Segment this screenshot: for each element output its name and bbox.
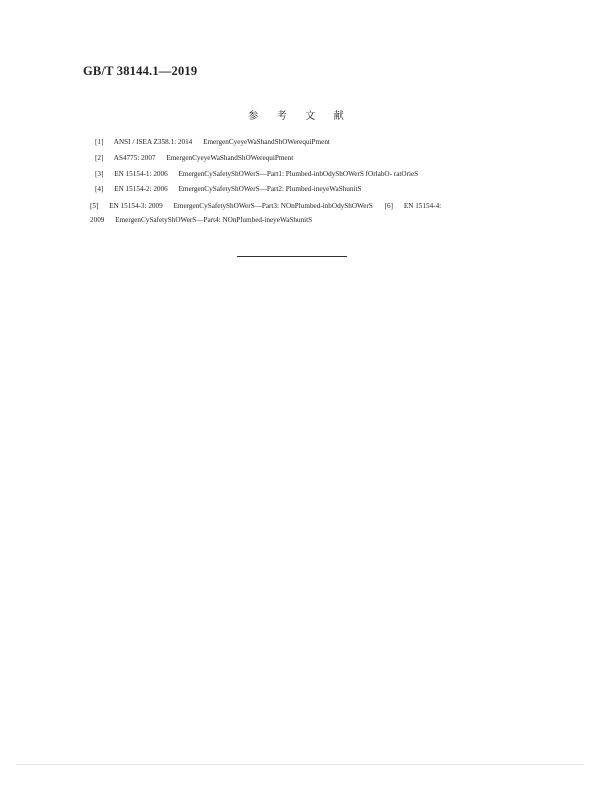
reference-title: EmergenCyeyeWaShandShOWerequiPment [166,154,294,162]
reference-code: EN 15154-1: 2006 [114,170,168,178]
reference-code: EN 15154-3: 2009 [109,202,163,210]
reference-title: EmergenCySafetyShOWerS—Part3: NOnPlumbed-inbOdyShOWerS [173,202,373,210]
reference-number: [3] [95,170,104,178]
reference-item-4 [95,184,361,194]
reference-title: EmergenCySafetyShOWerS—Part2: Plumbed-ineyeWaShunitS [178,185,362,193]
reference-title: EmergenCySafetyShOWerS—Part1: Plumbed-inbOdyShOWerS fOrlabO- ratOrieS [178,170,419,178]
reference-item-6-continued [90,215,312,225]
reference-title: EmergenCyeyeWaShandShOWerequiPment [203,138,330,146]
reference-item-2 [95,153,293,163]
reference-number: [2] [95,154,104,162]
end-rule [237,256,347,257]
references-title: 参 考 文 献 [248,111,352,122]
reference-number: [4] [95,185,104,193]
reference-title: EmergenCySafetyShOWerS—Part4: NOnPlumbed-ineyeWaShunitS [115,216,313,224]
reference-code: 2009 [90,216,105,224]
page-bottom-divider [16,764,584,765]
reference-number: [5] [90,202,99,210]
reference-code: AS4775: 2007 [113,154,156,162]
standard-number: GB/T 38144.1—2019 [83,64,198,78]
reference-item-3 [95,169,418,179]
reference-code: ANSI / ISEA Z358.1: 2014 [113,138,193,146]
reference-item-1 [95,137,330,147]
reference-code: EN 15154-2: 2006 [114,185,168,193]
reference-item-5 [90,201,450,211]
reference-number: [6] [384,202,394,210]
reference-number: [1] [95,138,104,146]
reference-code: EN 15154-4: [403,202,442,210]
